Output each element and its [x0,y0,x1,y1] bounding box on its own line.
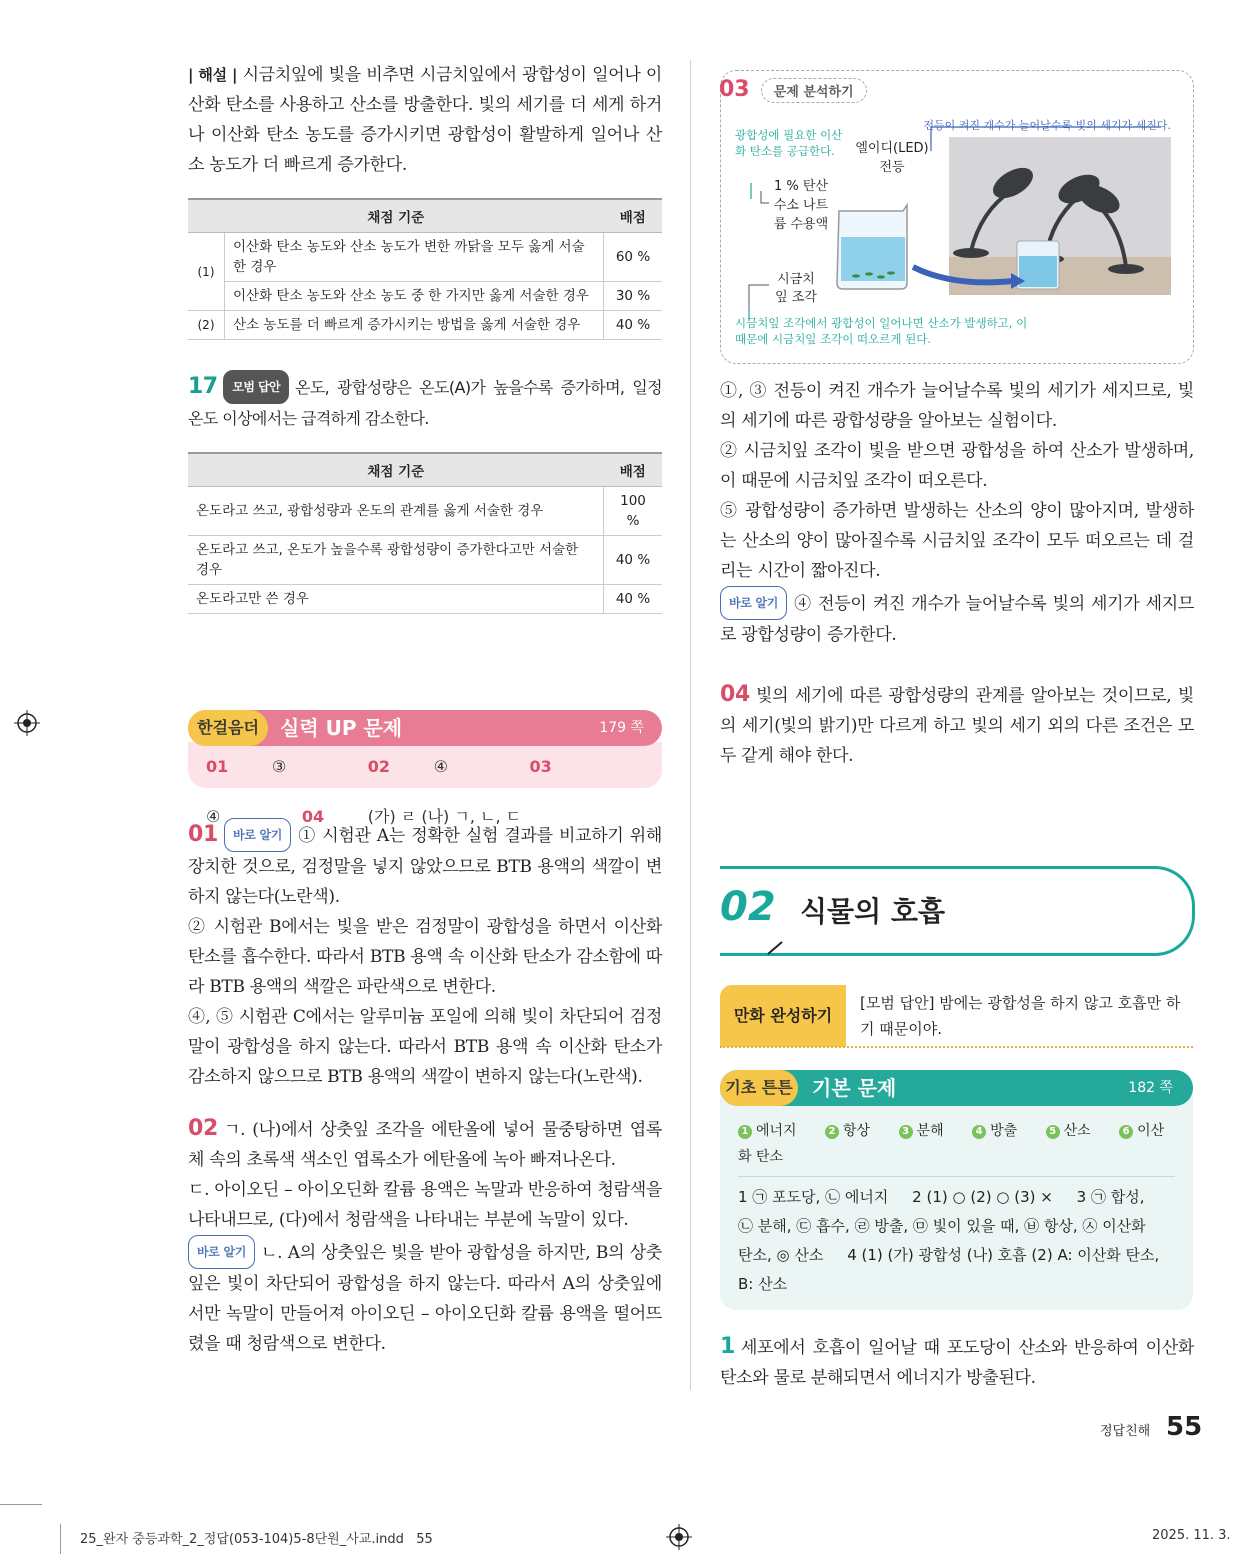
section-title: 식물의 호흡 [800,895,945,928]
table-header-score: 배점 [604,199,663,233]
table-header-criteria: 채점 기준 [188,199,604,233]
label-nahco3: 1 % 탄산수소 나트륨 수용액 [773,179,829,232]
table-header-criteria: 채점 기준 [188,453,604,487]
question-01: 01 바로 알기 ① 시험관 A는 정확한 실험 결과를 비교하기 위해 장치한 것으로, 검정말을 넣지 않았으므로 BTB 용액의 색깔이 변하지 않는다(노란색). [188,818,662,912]
footer-file: 25_완자 중등과학_2_정답(053-104)5-8단원_사교.indd 55 [80,1532,433,1547]
grading-table-2 [188,452,662,614]
note-co2: 광합성에 필요한 이산화 탄소를 공급한다. [735,128,843,158]
label-leaf: 시금치잎 조각 [775,272,817,305]
table-row: (2) 산소 농도를 더 빠르게 증가시키는 방법을 옳게 서술한 경우 40 % [188,311,662,340]
question-1: 1 세포에서 호흡이 일어날 때 포도당이 산소와 반응하여 이산화 탄소와 물로 분해되면서 에너지가 방출된다. [720,1334,1194,1388]
section-slash [764,938,794,958]
registration-mark-icon [14,710,40,736]
note-light: 전등이 켜진 개수가 늘어날수록 빛의 세기가 세진다. [923,119,1171,132]
table-row: 온도라고 쓰고, 온도가 높을수록 광합성량이 증가한다고만 서술한 경우 40 % [188,536,662,585]
registration-mark-icon [666,1524,692,1550]
left-column [188,60,662,614]
skill-up-header: 한걸음더 실력 UP 문제 179 쪽 [188,710,662,746]
analysis-tag: 문제 분석하기 [761,78,867,103]
analysis-box: 03 문제 분석하기 광합성에 필요한 이산화 탄소를 공급한다. 1 % 탄산수소 나트륨 수용액 엘이디(LED) 전등 전등이 켜진 개수가 늘어날수록 빛의 세기가 세진다. 시금치잎 조각 시금치잎 조각에서 광합성이 일어나면 산소가 발생하고, 이 때문에 시금치잎 조각이 떠오르게 된다. [720,70,1194,364]
skill-up-answers: 01 ③ 02 ④ 03 ④ 04 (가) ㄹ (나) ㄱ, ㄴ, ㄷ [188,742,662,788]
table-row: 온도라고만 쓴 경우 40 % [188,585,662,614]
note-bottom: 시금치잎 조각에서 광합성이 일어나면 산소가 발생하고, 이 때문에 시금치잎 조각이 떠오르게 된다. [735,316,1028,346]
skill-up-box [188,710,662,826]
explanation-paragraph: | 해설 | 시금치잎에 빛을 비추면 시금치잎에서 광합성이 일어나 이산화 탄소를 사용하고 산소를 방출한다. 빛의 세기를 더 세게 하거나 이산화 탄소 농도를 증가시키면 광합성이 활발하게 일어나 산소 농도가 더 빠르게 증가한다. [188,65,662,175]
section-number: 02 [720,884,776,930]
grading-table-1 [188,198,662,340]
question-02: 02 ㄱ. (나)에서 상춧잎 조각을 에탄올에 넣어 물중탕하면 엽록체 속의 초록색 색소인 엽록소가 에탄올에 녹아 빠져나온다. [188,1116,662,1170]
left-lower: 01 바로 알기 ① 시험관 A는 정확한 실험 결과를 비교하기 위해 장치한 것으로, 검정말을 넣지 않았으므로 BTB 용액의 색깔이 변하지 않는다(노란색). ② 시험관 B에서는 빛을 받은 검정말이 광합성을 하면서 이산화 탄소를 흡수한다. 따라서 BTB 용액 속 이산화 탄소가 감소함에 따라 BTB 용액의 색깔은 파란색으로 변한다. ④, ⑤ 시험관 C에서는 알루미늄 포일에 의해 빛이 차단되어 검정말이 광합성을 하지 않는다. 따라서 BTB 용액 속 이산화 탄소가 감소하지 않으므로 BTB 용액의 색깔이 변하지 않는다(노란색). 02 ㄱ. (나)에서 상춧잎 조각을 에탄올에 넣어 물중탕하면 엽록체 속의 초록색 색소인 엽록소가 에탄올에 녹아 빠져나온다. ㄷ. 아이오딘 – 아이오딘화 칼륨 용액은 녹말과 반응하여 청람색을 나타내므로, (다)에서 청람색을 나타내는 부분에 녹말이 있다. 바로 알기 ㄴ. A의 상춧잎은 빛을 받아 광합성을 하지만, B의 상춧잎은 빛이 차단되어 광합성을 하지 않는다. 따라서 A의 상춧잎에서만 녹말이 만들어져 아이오딘 – 아이오딘화 칼륨 용액을 떨어뜨렸을 때 청람색으로 변한다. [188,818,662,1359]
right-upper-text: ①, ③ 전등이 켜진 개수가 늘어날수록 빛의 세기가 세지므로, 빛의 세기에 따른 광합성량을 알아보는 실험이다. ② 시금치잎 조각이 빛을 받으면 광합성을 하여 산소가 발생하며, 이 때문에 시금치잎 조각이 떠오른다. ⑤ 광합성량이 증가하면 발생하는 산소의 양이 많아지며, 발생하는 산소의 양이 많아질수록 시금치잎 조각이 모두 떠오르는 데 걸리는 시간이 짧아진다. 바로 알기 ④ 전등이 켜진 개수가 늘어날수록 빛의 세기가 세지므로 광합성량이 증가한다. 04 빛의 세기에 따른 광합성량의 관계를 알아보는 것이므로, 빛의 세기(빛의 밝기)만 다르게 하고 빛의 세기 외의 다른 조건은 모두 같게 해야 한다. [720,376,1194,771]
basic-header: 기초 튼튼 기본 문제 182 쪽 [720,1070,1193,1106]
column-divider [690,60,691,1390]
page-number: 55 [1166,1412,1203,1442]
table-header-score: 배점 [604,453,663,487]
cartoon-tag: 만화 완성하기 [720,985,846,1047]
cartoon-answer: [모범 답안] 밤에는 광합성을 하지 않고 호흡만 하기 때문이야. [860,994,1181,1038]
question-04: 04 빛의 세기에 따른 광합성량의 관계를 알아보는 것이므로, 빛의 세기(빛의 밝기)만 다르게 하고 빛의 세기 외의 다른 조건은 모두 같게 해야 한다. [720,682,1194,766]
blank-answers: 1 에너지 2 항상 3 분해 4 방출 5 산소 6 이산화 탄소 [738,1123,1165,1165]
question-17: 17 모범 답안 온도, 광합성량은 온도(A)가 높을수록 증가하며, 일정 온도 이상에서는 급격하게 감소한다. [188,370,662,434]
table-row: (1) 이산화 탄소 농도와 산소 농도가 변한 까닭을 모두 옳게 서술한 경우 60 % [188,233,662,282]
table-row: 온도라고 쓰고, 광합성량과 온도의 관계를 옳게 서술한 경우 100 % [188,487,662,536]
basic-answers: 1 ㉠ 포도당, ㉡ 에너지 2 (1) ○ (2) ○ (3) × 3 ㉠ 합성, ㉡ 분해, ㉢ 흡수, ㉣ 방출, ㉤ 빛이 있을 때, ㉥ 항상, ㉦ 이산화 탄소, ◎ 산소 4 (1) (가) 광합성 (나) 호흡 (2) A: 이산화 탄소, B: 산소 [738,1188,1160,1293]
basic-problems-box [720,1070,1193,1310]
footer-date: 2025. 11. 3. [1152,1528,1231,1543]
footer-label: 정답친해 [1100,1424,1151,1439]
label-led: 엘이디(LED) 전등 [855,141,929,175]
table-row: 이산화 탄소 농도와 산소 농도 중 한 가지만 옳게 서술한 경우 30 % [188,282,662,311]
dotted-divider [720,1046,1193,1048]
